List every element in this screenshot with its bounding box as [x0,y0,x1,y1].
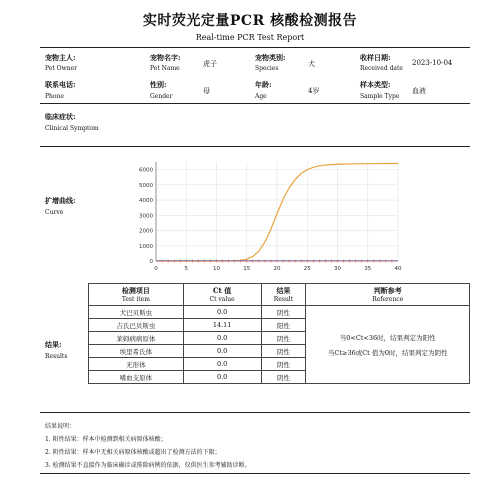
age-value: 4岁 [308,87,320,95]
amplification-curve-chart [128,156,410,278]
notes-line: 2. 阴性结果：样本中无相关病原体核酸或超出了检测方法的下限； [45,449,221,456]
table-row [89,306,470,319]
header-test-item: 检测项目 Test item [89,284,184,306]
phone-label: 联系电话: [45,80,76,89]
y-tick-label: 4000 [139,198,153,205]
test-item-cell: 犬巴贝斯虫 [89,306,184,319]
ct-value-cell: 0.0 [183,371,261,384]
results-label: 结果: [45,340,62,349]
notes-line: 3. 检测结果不直接作为临床确诊或排除病例的依据，仅供医生参考辅助诊断。 [45,462,251,469]
owner-label: 宠物主人: [45,53,76,62]
result-cell: 阴性 [261,332,306,345]
symptom-divider [40,146,470,147]
results-sublabel: Results [45,353,68,360]
y-axis-ticks [139,168,154,265]
report-title: 实时荧光定量PCR 核酸检测报告 [142,13,358,29]
ct-value-cell: 0.0 [183,345,261,358]
reference-line: 当0<Ct<36时，结果判定为阳性 [339,333,436,342]
results-divider [40,412,470,413]
x-tick-label: 35 [364,266,372,272]
y-tick-label: 6000 [139,167,153,174]
result-cell: 阴性 [261,345,306,358]
x-tick-label: 25 [303,266,311,272]
gender-value: 母 [203,87,210,95]
y-tick-label: 3000 [139,213,153,220]
ct-value-cell: 14.11 [183,319,261,332]
received-date-sublabel: Received date [360,65,403,72]
symptom-sublabel: Clinical Symptom [45,125,99,132]
test-item-cell: 莱姆病病原体 [89,332,184,345]
species-label: 宠物类别: [255,53,286,62]
reference-line: 当Ct≥36或Ct 值为0时，结果判定为阴性 [327,348,448,357]
notes-line: 1. 阳性结果：样本中检测到相关病原体核酸； [45,436,167,443]
result-cell: 阴性 [261,358,306,371]
notes-title: 结果说明： [45,423,76,430]
gender-label: 性别: [150,80,167,89]
x-tick-label: 15 [243,266,251,272]
owner-sublabel: Pet Owner [45,65,77,72]
received-date-value: 2023-10-04 [412,59,453,67]
y-tick-label: 2000 [139,228,153,235]
results-header-row [89,284,470,306]
curve-sublabel: Curve [45,209,64,216]
header-reference: 判断参考 Reference [306,284,470,306]
header-divider [40,47,470,48]
sample-type-sublabel: Sample Type [360,93,400,100]
info-divider [40,103,470,104]
x-axis-ticks [154,266,402,272]
test-item-cell: 吉氏巴贝斯虫 [89,319,184,332]
y-tick-label: 1000 [139,243,153,250]
pet-name-value: 虎子 [203,60,217,68]
age-sublabel: Age [255,93,267,100]
chart-grid [156,162,398,261]
x-tick-label: 10 [213,266,220,272]
gender-sublabel: Gender [150,93,173,100]
ct-value-cell: 0.0 [183,358,261,371]
symptom-label: 临床症状: [45,112,76,121]
test-item-cell: 无形体 [89,358,184,371]
pet-name-label: 宠物名字: [150,53,181,62]
report-subtitle: Real-time PCR Test Report [195,33,305,42]
result-cell: 阳性 [261,319,306,332]
test-item-cell: 嗜血支原体 [89,371,184,384]
x-tick-label: 5 [184,266,188,272]
result-cell: 阴性 [261,371,306,384]
header-ct-value: Ct 值 Ct value [183,284,261,306]
test-item-cell: 埃里希氏体 [89,345,184,358]
header-result: 结果 Result [261,284,306,306]
y-tick-label: 5000 [139,182,153,189]
reference-cell [306,306,470,384]
phone-sublabel: Phone [45,93,64,100]
age-label: 年龄: [255,80,272,89]
x-tick-label: 40 [394,266,402,272]
results-table [88,283,470,384]
y-tick-label: 0 [149,259,153,265]
footer-divider [40,473,470,474]
pet-name-sublabel: Pet Name [150,65,180,72]
curve-label: 扩增曲线: [45,196,76,205]
species-sublabel: Species [255,65,279,72]
species-value: 犬 [308,60,315,68]
received-date-label: 收样日期: [360,53,391,62]
ct-value-cell: 0.0 [183,332,261,345]
result-cell: 阴性 [261,306,306,319]
sample-type-value: 血液 [412,87,426,95]
x-tick-label: 20 [273,266,281,272]
sample-type-label: 样本类型: [360,80,391,89]
ct-value-cell: 0.0 [183,306,261,319]
x-tick-label: 0 [154,266,158,272]
x-tick-label: 30 [334,266,341,272]
